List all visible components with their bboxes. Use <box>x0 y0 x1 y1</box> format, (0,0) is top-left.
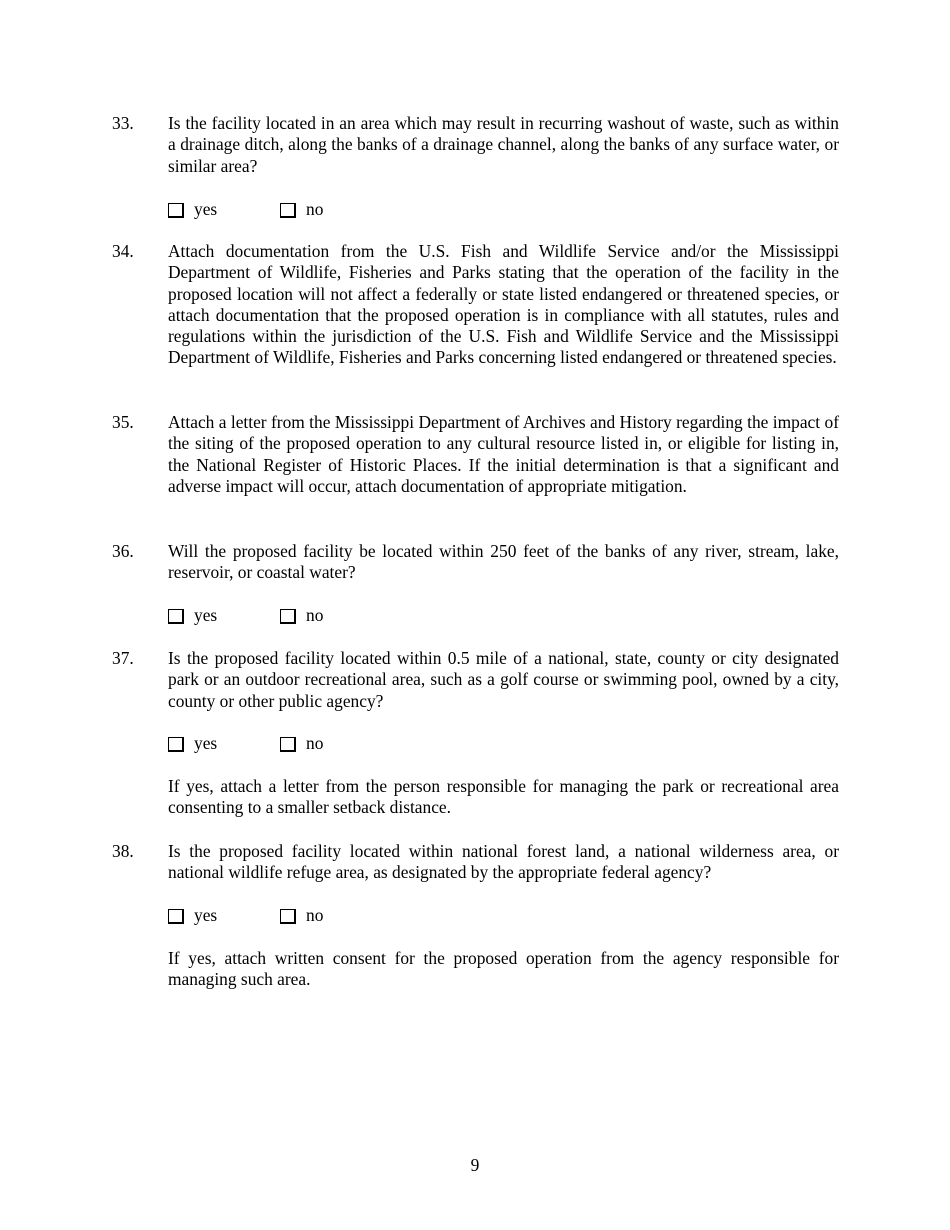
question-number: 36. <box>112 541 134 561</box>
q37-yes-option[interactable] <box>168 733 217 754</box>
question-number: 37. <box>112 648 134 668</box>
question-36-choices <box>112 605 839 626</box>
question-text: Is the proposed facility located within national forest land, a national wilderness area, or national wildlife refuge area, as designated by the appropriate federal agency? <box>168 841 839 883</box>
question-35 <box>112 412 839 497</box>
no-label: no <box>306 605 324 625</box>
question-number: 34. <box>112 241 134 261</box>
question-text: Attach documentation from the U.S. Fish and Wildlife Service and/or the Mississippi Department of Wildlife, Fisheries and Parks stating that the operation of the facility in the proposed location will not affect a federally or state listed endangered or threatened species, or attach documentation that the proposed operation is in compliance with all statutes, rules and regulations within the jurisdiction of the U.S. Fish and Wildlife Service and the Mississippi Department of Wildlife, Fisheries and Parks concerning listed endangered or threatened species. <box>168 241 839 368</box>
page-number: 9 <box>470 1155 480 1175</box>
yes-label: yes <box>194 605 218 625</box>
checkbox-icon[interactable] <box>280 203 296 218</box>
q38-no-option[interactable] <box>280 905 323 926</box>
question-text: Is the proposed facility located within 0.5 mile of a national, state, county or city designated park or an outdoor recreational area, such as a golf course or swimming pool, owned by a city, county or other public agency? <box>168 648 839 711</box>
question-34 <box>112 241 839 369</box>
q33-no-option[interactable] <box>280 199 323 220</box>
question-33-choices <box>112 199 839 220</box>
checkbox-icon[interactable] <box>168 909 184 924</box>
question-36 <box>112 541 839 584</box>
question-38-choices <box>112 905 839 926</box>
question-text: Is the facility located in an area which may result in recurring washout of waste, such as within a drainage ditch, along the banks of a drainage channel, along the banks of any surface water, or similar area? <box>168 113 839 176</box>
yes-label: yes <box>194 733 218 753</box>
checkbox-icon[interactable] <box>280 737 296 752</box>
question-33 <box>112 113 839 177</box>
question-37-followup <box>112 776 839 819</box>
q36-yes-option[interactable] <box>168 605 217 626</box>
question-text: Will the proposed facility be located within 250 feet of the banks of any river, stream, lake, reservoir, or coastal water? <box>168 541 839 583</box>
checkbox-icon[interactable] <box>280 909 296 924</box>
question-37 <box>112 648 839 712</box>
yes-label: yes <box>194 199 218 219</box>
q33-yes-option[interactable] <box>168 199 217 220</box>
no-label: no <box>306 733 324 753</box>
question-37-choices <box>112 733 839 754</box>
question-number: 38. <box>112 841 134 861</box>
checkbox-icon[interactable] <box>168 609 184 624</box>
checkbox-icon[interactable] <box>280 609 296 624</box>
question-number: 35. <box>112 412 134 432</box>
followup-text: If yes, attach written consent for the proposed operation from the agency responsible for managing such area. <box>168 948 839 990</box>
question-38-followup <box>112 948 839 991</box>
q36-no-option[interactable] <box>280 605 323 626</box>
no-label: no <box>306 905 324 925</box>
question-38 <box>112 841 839 884</box>
question-text: Attach a letter from the Mississippi Department of Archives and History regarding the impact of the siting of the proposed operation to any cultural resource listed in, or eligible for listing in, the National Register of Historic Places. If the initial determination is that a significant and adverse impact will occur, attach documentation of appropriate mitigation. <box>168 412 839 496</box>
question-number: 33. <box>112 113 134 133</box>
q38-yes-option[interactable] <box>168 905 217 926</box>
no-label: no <box>306 199 324 219</box>
yes-label: yes <box>194 905 218 925</box>
checkbox-icon[interactable] <box>168 203 184 218</box>
q37-no-option[interactable] <box>280 733 323 754</box>
checkbox-icon[interactable] <box>168 737 184 752</box>
followup-text: If yes, attach a letter from the person responsible for managing the park or recreational area consenting to a smaller setback distance. <box>168 776 839 818</box>
